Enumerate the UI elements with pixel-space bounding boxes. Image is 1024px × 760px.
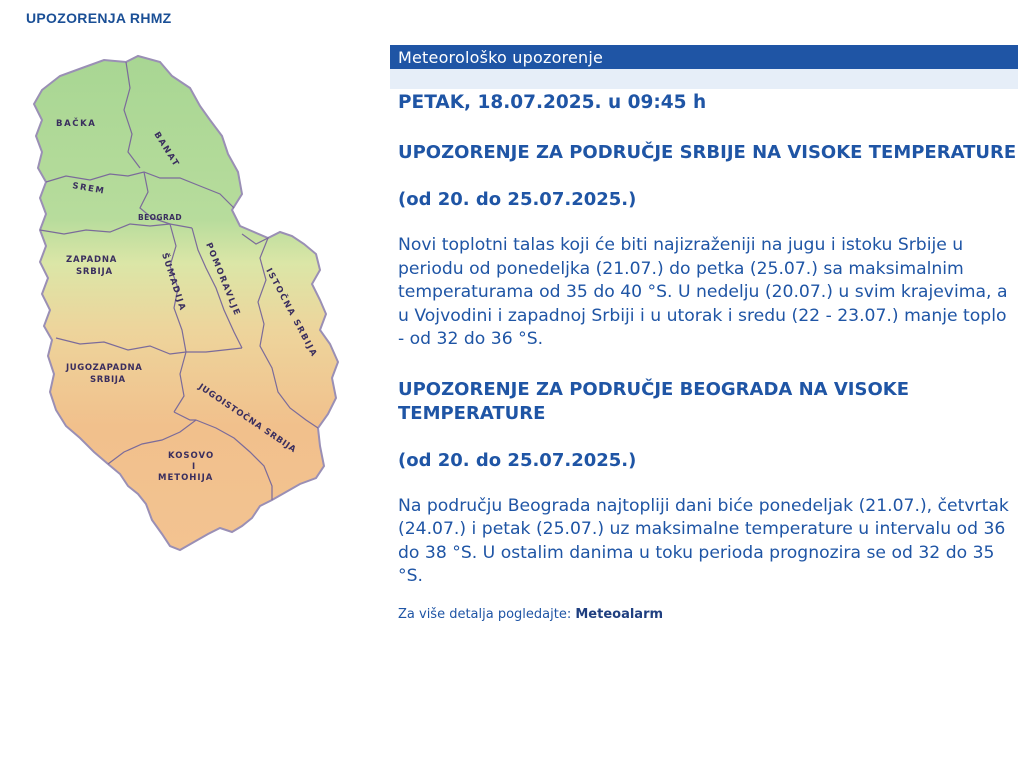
warning-period-serbia: (od 20. do 25.07.2025.) [398,189,637,210]
map-label-istocna-srbija: ISTOČNA SRBIJA [263,266,319,360]
warning-period-belgrade: (od 20. do 25.07.2025.) [398,449,637,471]
more-details-prefix: Za više detalja pogledajte: [398,606,576,622]
map-label-srem: SREM [71,181,107,197]
map-label-jugozapadna-2: SRBIJA [90,375,126,385]
more-details-line [398,607,1018,622]
map-label-zapadna-srbija-1: ZAPADNA [66,255,118,265]
map-label-jugozapadna-1: JUGOZAPADNA [66,363,143,373]
page-title: UPOZORENJA RHMZ [26,10,172,26]
map-label-kosovo-1: KOSOVO [168,451,215,461]
banner-subbar [390,69,1018,89]
serbia-regions-map[interactable] [20,48,360,558]
warning-panel [390,45,1018,622]
map-label-beograd: BEOGRAD [138,213,182,222]
map-label-banat: BANAT [151,130,182,170]
map-label-kosovo-3: METOHIJA [158,473,214,483]
meteoalarm-link[interactable]: Meteoalarm [575,606,664,622]
warning-text-serbia: Novi toplotni talas koji će biti najizraženiji na jugu i istoku Srbije u periodu od ponedeljka (21.07.) do petka (25.07.) sa maksimalnim temperaturama od 35 do 40 °S. U nedelju (20.07.) u svim krajevima, a u Vojvodini i zapadnoj Srbiji i u utorak i sredu (22 - 23.07.) manje toplo - od 32 do 36 °S. [398,235,1008,349]
map-label-zapadna-srbija-2: SRBIJA [76,267,113,277]
map-label-jugoistocna-srbija: JUGOISTOČNA SRBIJA [196,382,299,456]
warning-title-belgrade: UPOZORENJE ZA PODRUČJE BEOGRADA NA VISOKE TEMPERATURE [398,378,909,424]
warning-banner: Meteorološko upozorenje [390,45,1018,69]
warning-text-belgrade: Na području Beograda najtopliji dani biće ponedeljak (21.07.), četvrtak (24.07.) i petak (25.07.) uz maksimalne temperature u intervalu od 36 do 38 °S. U ostalim danima u toku perioda prognozira se od 32 do 35 °S. [398,495,1009,586]
issue-date: PETAK, 18.07.2025. u 09:45 h [398,92,707,113]
warning-title-serbia: UPOZORENJE ZA PODRUČJE SRBIJE NA VISOKE TEMPERATURE [398,142,1017,163]
map-label-kosovo-2: I [192,462,197,472]
map-label-pomoravlje: POMORAVLJE [203,241,242,319]
map-label-backa: BAČKA [56,119,97,129]
map-label-sumadija: ŠUMADIJA [159,251,188,313]
